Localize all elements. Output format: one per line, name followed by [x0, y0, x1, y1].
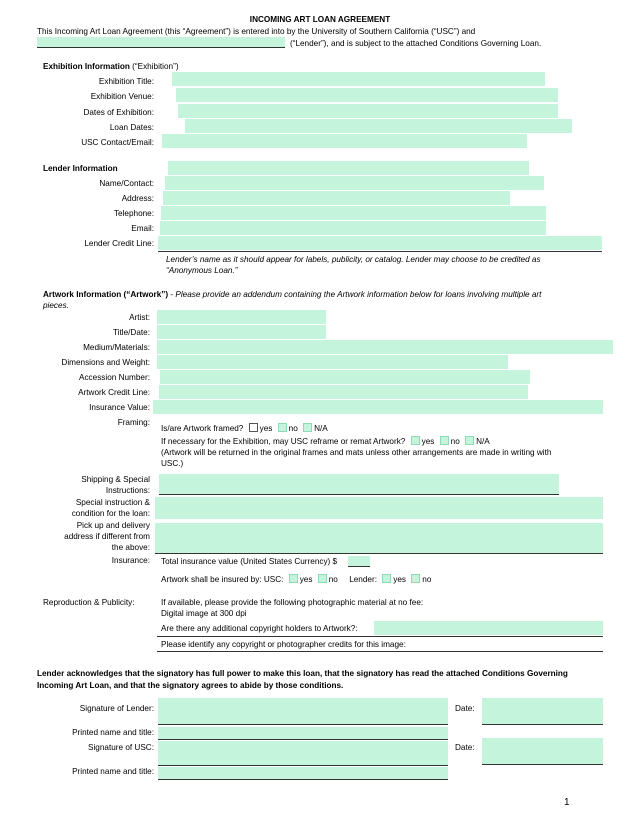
framed-no-text: no [288, 424, 298, 433]
reframe-yes-text: yes [421, 437, 435, 446]
framed-na-text: N/A [314, 424, 328, 433]
lender-name-underline [37, 47, 285, 48]
pickup-label-line3: the above: [111, 543, 150, 552]
insurance-value-field[interactable] [153, 400, 603, 414]
usc-signature-label: Signature of USC: [88, 743, 154, 752]
lender-credit-underline [158, 251, 602, 252]
insured-usc-no-checkbox[interactable] [318, 574, 327, 583]
credit-note-line1: Lender’s name as it should appear for labels, publicity, or catalog. Lender may choose to be credited as [166, 255, 541, 264]
special-instruction-field[interactable] [155, 497, 603, 519]
lender-date-field[interactable] [482, 698, 603, 724]
insured-lender-text: Lender: [349, 575, 377, 584]
lender-name-field[interactable] [165, 176, 544, 190]
lender-name-label: Name/Contact: [99, 179, 154, 188]
intro-text-line2: (“Lender”), and is subject to the attached Conditions Governing Loan. [290, 39, 542, 48]
exhibition-dates-field[interactable] [178, 104, 558, 118]
shipping-instructions-field[interactable] [159, 474, 559, 494]
intro-text-line1: This Incoming Art Loan Agreement (this “Agreement”) is entered into by the University of Southern California (“USC”) and [37, 27, 476, 36]
reframe-yes-checkbox[interactable] [411, 436, 420, 445]
title-date-field[interactable] [157, 325, 326, 339]
lender-telephone-field[interactable] [161, 206, 546, 220]
artist-label: Artist: [129, 313, 150, 322]
lender-credit-field[interactable] [158, 236, 602, 250]
page-number: 1 [564, 797, 570, 808]
artwork-heading-note-line2: pieces. [43, 301, 69, 310]
accession-label: Accession Number: [79, 373, 150, 382]
lender-printed-name-field[interactable] [158, 727, 448, 739]
usc-date-field[interactable] [482, 738, 603, 764]
lender-telephone-label: Telephone: [113, 209, 154, 218]
photo-credit-underline [157, 651, 603, 652]
document-title: INCOMING ART LOAN AGREEMENT [249, 15, 391, 24]
exhibition-title-field[interactable] [172, 72, 545, 86]
framed-question: Is/are Artwork framed? [161, 424, 244, 433]
copyright-underline [157, 636, 603, 637]
insured-by-row [161, 574, 431, 585]
insured-by-text: Artwork shall be insured by: USC: [161, 575, 284, 584]
reproduction-label: Reproduction & Publicity: [43, 598, 135, 607]
exhibition-venue-label: Exhibition Venue: [90, 92, 154, 101]
insured-usc-yes-text: yes [299, 575, 313, 584]
exhibition-heading-rest: (“Exhibition”) [129, 62, 179, 71]
insurance-value-label: Insurance Value: [89, 403, 150, 412]
reframe-na-checkbox[interactable] [465, 436, 474, 445]
lender-address-field[interactable] [163, 191, 510, 205]
exhibition-title-label: Exhibition Title: [98, 77, 154, 86]
lender-date-underline [482, 724, 603, 725]
insurance-label: Insurance: [111, 556, 150, 565]
usc-printed-name-field[interactable] [158, 767, 448, 779]
pickup-underline [155, 553, 603, 554]
insured-lender-no-text: no [422, 575, 432, 584]
shipping-underline [159, 494, 559, 495]
usc-printed-name-label: Printed name and title: [72, 767, 154, 776]
special-label-line2: condition for the loan: [71, 509, 150, 518]
artist-field[interactable] [157, 310, 326, 324]
title-date-label: Title/Date: [112, 328, 150, 337]
lender-name-intro-field[interactable] [37, 37, 285, 47]
copyright-question: Are there any additional copyright holders to Artwork?: [161, 624, 358, 633]
artwork-heading-note: Please provide an addendum containing the Artwork information below for loans involving multiple art [175, 290, 542, 299]
medium-field[interactable] [157, 340, 613, 354]
loan-dates-label: Loan Dates: [109, 123, 154, 132]
dimensions-label: Dimensions and Weight: [61, 358, 150, 367]
lender-heading: Lender Information [43, 164, 118, 173]
exhibition-venue-field[interactable] [176, 88, 558, 102]
medium-label: Medium/Materials: [83, 343, 150, 352]
lender-heading-field[interactable] [168, 161, 529, 175]
copyright-holders-field[interactable] [374, 621, 603, 635]
dimensions-field[interactable] [157, 355, 508, 369]
insured-lender-yes-text: yes [393, 575, 407, 584]
framing-label: Framing: [117, 418, 150, 427]
pickup-address-field[interactable] [155, 523, 603, 553]
exhibition-heading [43, 62, 179, 72]
acknowledgement-line2: Incoming Art Loan, and that the signatory agrees to abide by those conditions. [37, 681, 344, 690]
reframe-no-checkbox[interactable] [440, 436, 449, 445]
lender-credit-label: Lender Credit Line: [84, 239, 154, 248]
framed-yes-text: yes [259, 424, 273, 433]
usc-date-underline [482, 764, 603, 765]
usc-signature-underline [158, 765, 448, 766]
lender-date-label: Date: [455, 704, 475, 713]
total-insurance-underline [348, 566, 370, 567]
special-label-line1: Special instruction & [75, 498, 150, 507]
loan-dates-field[interactable] [185, 119, 572, 133]
lender-address-label: Address: [121, 194, 154, 203]
lender-signature-underline [158, 724, 448, 725]
lender-printed-name-label: Printed name and title: [72, 728, 154, 737]
total-insurance-field[interactable] [348, 556, 370, 566]
lender-email-field[interactable] [160, 221, 546, 235]
usc-contact-label: USC Contact/Email: [81, 138, 154, 147]
exhibition-dates-label: Dates of Exhibition: [83, 108, 154, 117]
usc-date-label: Date: [455, 743, 475, 752]
return-note-line2: USC.) [161, 459, 184, 468]
credit-note-line2: “Anonymous Loan.” [166, 266, 238, 275]
reframe-no-text: no [450, 437, 460, 446]
return-note-line1: (Artwork will be returned in the original frames and mats unless other arrangements are made in writing with [161, 448, 552, 457]
pickup-label-line2: address if different from [64, 532, 150, 541]
insured-lender-yes-checkbox[interactable] [382, 574, 391, 583]
photo-credit-text: Please identify any copyright or photographer credits for this image: [161, 640, 406, 649]
framed-yes-checkbox[interactable] [249, 423, 258, 432]
insured-usc-no-text: no [328, 575, 338, 584]
insured-lender-no-checkbox[interactable] [411, 574, 420, 583]
acknowledgement-line1: Lender acknowledges that the signatory has full power to make this loan, that the signatory has read the attached Conditions Governing [37, 669, 568, 678]
reframe-question-row [161, 436, 490, 447]
usc-printed-underline [158, 779, 448, 780]
artwork-credit-field[interactable] [159, 385, 528, 399]
artwork-heading-bold: Artwork Information (“Artwork”) [43, 290, 169, 299]
shipping-label-line1: Shipping & Special [81, 475, 150, 484]
pickup-label-line1: Pick up and delivery [76, 521, 150, 530]
accession-field[interactable] [160, 370, 530, 384]
framed-na-checkbox[interactable] [303, 423, 312, 432]
artwork-heading-dash: - [168, 290, 176, 299]
reproduction-text-line2: Digital image at 300 dpi [161, 609, 247, 618]
total-insurance-text: Total insurance value (United States Currency) $ [161, 557, 338, 566]
reproduction-text-line1: If available, please provide the following photographic material at no fee: [161, 598, 424, 607]
exhibition-heading-bold: Exhibition Information [43, 62, 130, 71]
lender-signature-label: Signature of Lender: [79, 704, 154, 713]
framed-no-checkbox[interactable] [278, 423, 287, 432]
shipping-label-line2: Instructions: [105, 486, 150, 495]
lender-signature-field[interactable] [158, 698, 448, 724]
framed-question-row [161, 423, 328, 434]
insured-usc-yes-checkbox[interactable] [289, 574, 298, 583]
reframe-question: If necessary for the Exhibition, may USC reframe or remat Artwork? [161, 437, 406, 446]
lender-printed-underline [158, 739, 448, 740]
artwork-credit-label: Artwork Credit Line: [78, 388, 150, 397]
lender-email-label: Email: [131, 224, 154, 233]
usc-contact-field[interactable] [162, 134, 527, 148]
reframe-na-text: N/A [476, 437, 490, 446]
artwork-heading [43, 290, 541, 300]
usc-signature-field[interactable] [158, 741, 448, 765]
